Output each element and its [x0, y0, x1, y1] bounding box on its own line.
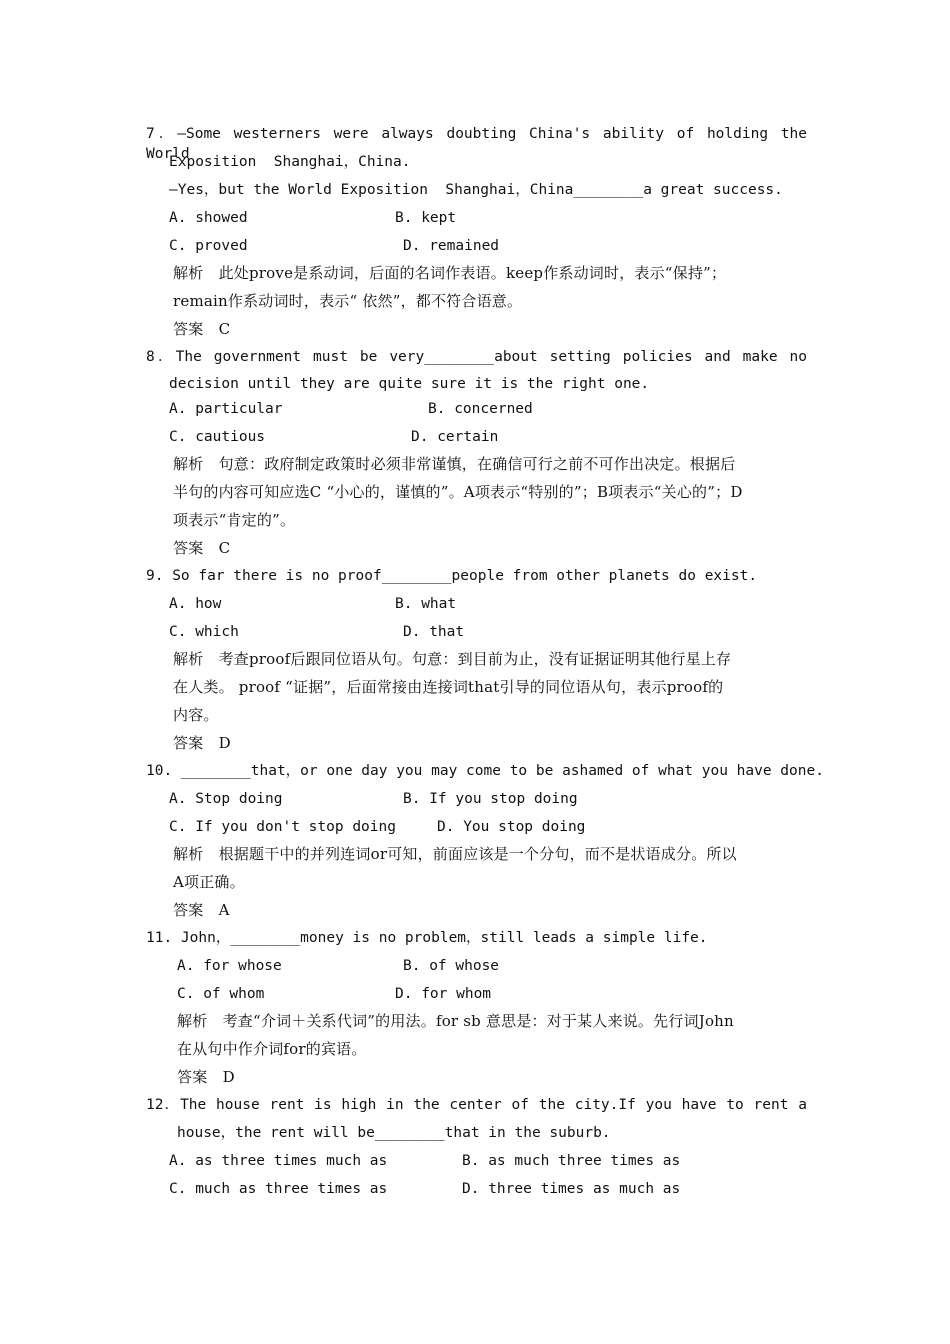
question-10-analysis-line-1: 解析 根据题干中的并列连词or可知，前面应该是一个分句，而不是状语成分。所以 — [173, 845, 737, 863]
question-9-option-c: C. which — [169, 624, 239, 640]
question-11-analysis-line-2: 在从句中作介词for的宾语。 — [177, 1040, 367, 1058]
question-11-option-d: D. for whom — [395, 986, 492, 1002]
question-12-option-b: B. as much three times as — [462, 1153, 681, 1169]
question-9-option-d: D. that — [403, 624, 465, 640]
question-7-option-a: A. showed — [169, 210, 248, 226]
question-11-option-c: C. of whom — [177, 986, 265, 1002]
question-8-stem-line-2: decision until they are quite sure it is the right one. — [169, 376, 650, 392]
question-9-option-b: B. what — [395, 596, 457, 612]
question-7-option-d: D. remained — [403, 238, 500, 254]
question-12-stem-line-2: house，the rent will be________that in the suburb. — [177, 1125, 611, 1141]
question-9-option-a: A. how — [169, 596, 222, 612]
question-9-analysis-line-3: 内容。 — [173, 706, 219, 724]
question-12-option-d: D. three times as much as — [462, 1181, 681, 1197]
question-7-stem-line-2: Exposition Shanghai，China. — [169, 154, 411, 170]
question-12-option-c: C. much as three times as — [169, 1181, 388, 1197]
question-10-option-b: B. If you stop doing — [403, 791, 578, 807]
question-11-option-a: A. for whose — [177, 958, 282, 974]
question-9-stem-line-1: 9. So far there is no proof________people from other planets do exist. — [146, 568, 758, 584]
question-8-option-b: B. concerned — [428, 401, 533, 417]
question-8-option-d: D. certain — [411, 429, 499, 445]
question-7-option-b: B. kept — [395, 210, 457, 226]
question-7-answer: 答案 C — [173, 320, 231, 338]
question-7-analysis-line-1: 解析 此处prove是系动词，后面的名词作表语。keep作系动词时，表示“保持”； — [173, 264, 727, 282]
question-8-stem-line-1: 8．The government must be very________about setting policies and make no — [146, 349, 807, 365]
question-9-answer: 答案 D — [173, 734, 231, 752]
question-9-analysis-line-2: 在人类。 proof “证据”，后面常接由连接词that引导的同位语从句，表示proof的 — [173, 678, 724, 696]
question-10-answer: 答案 A — [173, 901, 230, 919]
question-11-option-b: B. of whose — [403, 958, 500, 974]
question-10-analysis-line-2: A项正确。 — [173, 873, 245, 891]
question-8-analysis-line-1: 解析 句意：政府制定政策时必须非常谨慎，在确信可行之前不可作出决定。根据后 — [173, 455, 736, 473]
question-10-option-a: A. Stop doing — [169, 791, 283, 807]
question-11-stem-line-1: 11. John，________money is no problem，still leads a simple life. — [146, 930, 708, 946]
question-8-option-a: A. particular — [169, 401, 283, 417]
question-7-analysis-line-2: remain作系动词时，表示“ 依然”，都不符合语意。 — [173, 292, 523, 310]
question-7-option-c: C. proved — [169, 238, 248, 254]
question-7-stem-line-1: 7．—Some westerners were always doubting China's ability of holding the World — [146, 126, 807, 162]
question-8-answer: 答案 C — [173, 539, 231, 557]
question-10-option-d: D. You stop doing — [437, 819, 586, 835]
question-10-option-c: C. If you don't stop doing — [169, 819, 396, 835]
question-8-analysis-line-2: 半句的内容可知应选C “小心的，谨慎的”。A项表示“特别的”；B项表示“关心的”；D — [173, 483, 743, 501]
question-7-stem-line-3: —Yes，but the World Exposition Shanghai，China________a great success. — [169, 182, 783, 198]
question-12-option-a: A. as three times much as — [169, 1153, 388, 1169]
question-8-option-c: C. cautious — [169, 429, 266, 445]
question-10-stem-line-1: 10. ________that，or one day you may come to be ashamed of what you have done. — [146, 763, 824, 779]
question-9-analysis-line-1: 解析 考查proof后跟同位语从句。句意：到目前为止，没有证据证明其他行星上存 — [173, 650, 732, 668]
question-12-stem-line-1: 12．The house rent is high in the center of the city.If you have to rent a — [146, 1097, 807, 1113]
question-8-analysis-line-3: 项表示“肯定的”。 — [173, 511, 296, 529]
question-11-answer: 答案 D — [177, 1068, 235, 1086]
question-11-analysis-line-1: 解析 考查“介词＋关系代词”的用法。for sb 意思是：对于某人来说。先行词John — [177, 1012, 734, 1030]
